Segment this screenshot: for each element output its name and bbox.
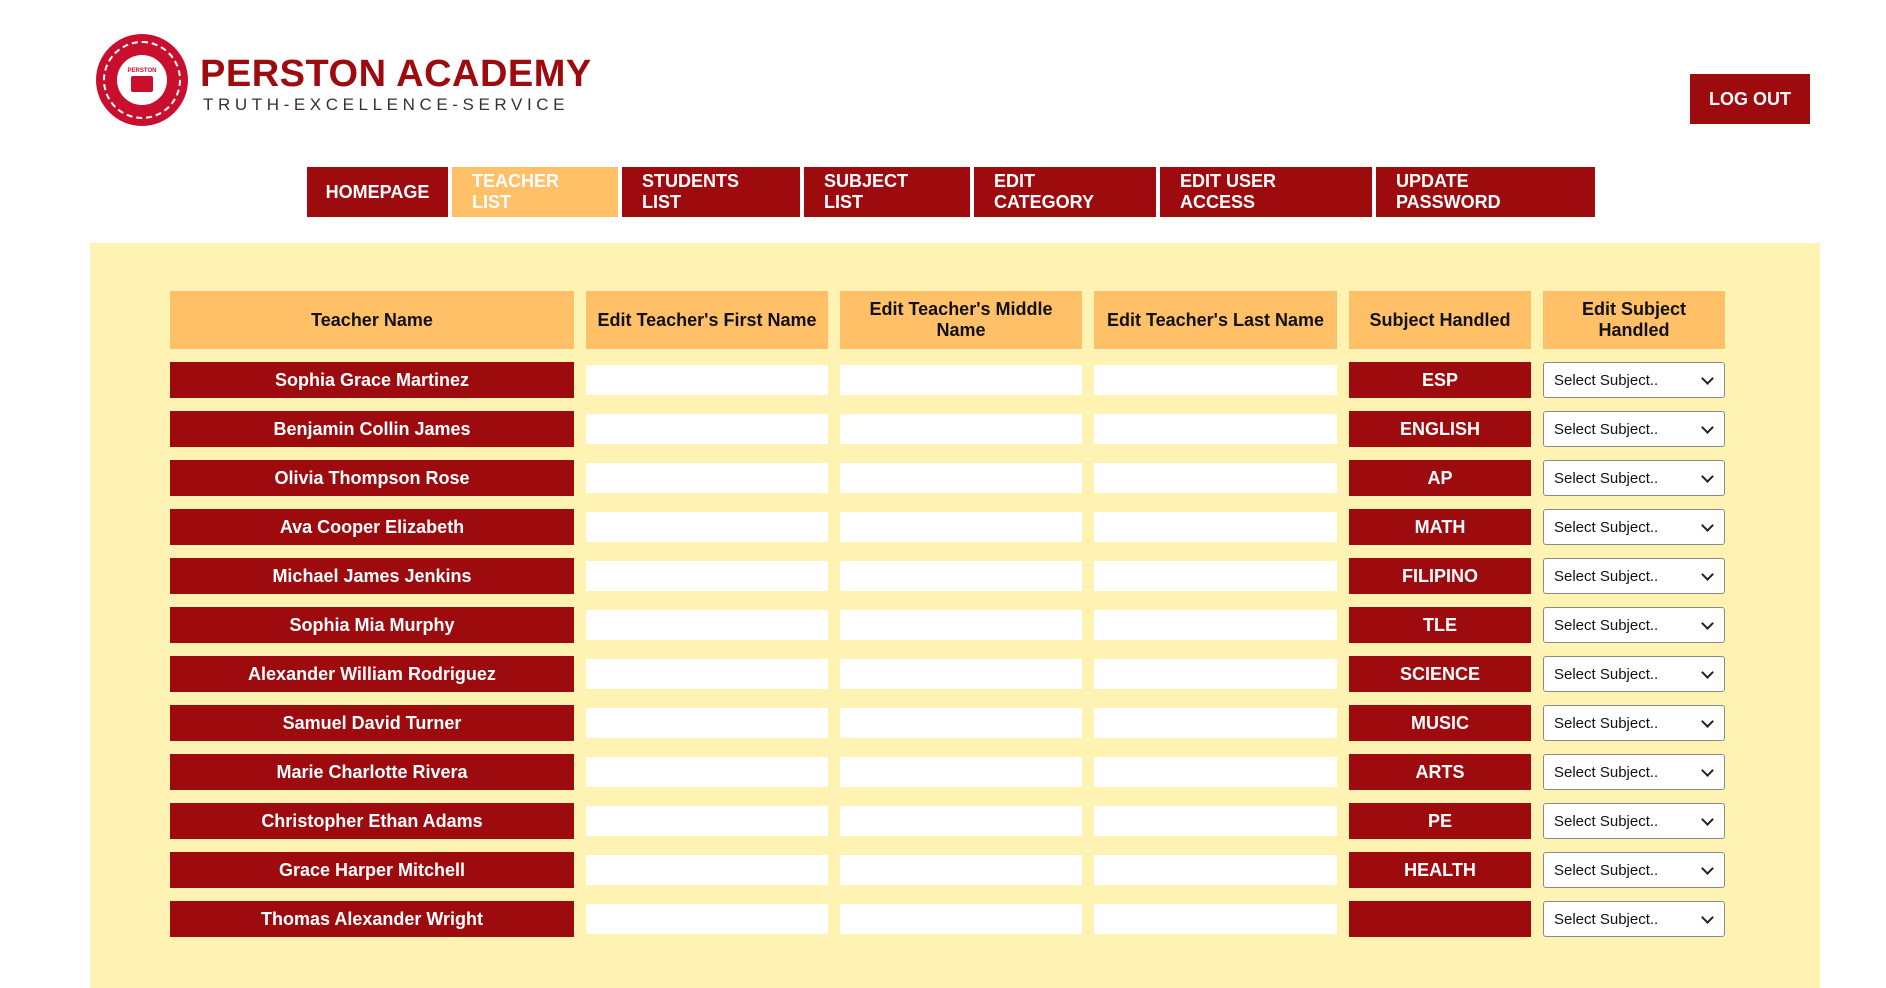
table-row: [170, 362, 1725, 398]
middle-name-input[interactable]: [840, 708, 1082, 738]
subject-handled-cell: HEALTH: [1349, 852, 1531, 888]
chevron-down-icon: [1701, 617, 1714, 630]
table-row: [170, 607, 1725, 643]
middle-name-input[interactable]: [840, 561, 1082, 591]
subject-select[interactable]: [1543, 411, 1725, 447]
nav-homepage[interactable]: HOMEPAGE: [307, 167, 448, 217]
middle-name-input[interactable]: [840, 904, 1082, 934]
teacher-name-cell: Thomas Alexander Wright: [170, 901, 574, 937]
nav-update-password[interactable]: UPDATE PASSWORD: [1376, 167, 1595, 217]
last-name-input[interactable]: [1094, 659, 1337, 689]
subject-handled-cell: [1349, 901, 1531, 937]
subject-select[interactable]: [1543, 607, 1725, 643]
subject-handled-cell: MUSIC: [1349, 705, 1531, 741]
main-nav: [307, 167, 1595, 217]
subject-select[interactable]: [1543, 656, 1725, 692]
subject-select[interactable]: [1543, 754, 1725, 790]
subject-handled-cell: FILIPINO: [1349, 558, 1531, 594]
subject-select[interactable]: [1543, 362, 1725, 398]
subject-select[interactable]: [1543, 558, 1725, 594]
header-edit-last-name: Edit Teacher's Last Name: [1094, 291, 1337, 349]
table-row: [170, 460, 1725, 496]
table-row: [170, 901, 1725, 937]
subject-handled-cell: PE: [1349, 803, 1531, 839]
chevron-down-icon: [1701, 372, 1714, 385]
chevron-down-icon: [1701, 764, 1714, 777]
last-name-input[interactable]: [1094, 855, 1337, 885]
first-name-input[interactable]: [586, 659, 828, 689]
first-name-input[interactable]: [586, 414, 828, 444]
last-name-input[interactable]: [1094, 512, 1337, 542]
subject-select-value: Select Subject..: [1554, 420, 1659, 438]
teacher-name-cell: Michael James Jenkins: [170, 558, 574, 594]
middle-name-input[interactable]: [840, 463, 1082, 493]
subject-select-value: Select Subject..: [1554, 763, 1659, 781]
subject-select-value: Select Subject..: [1554, 371, 1659, 389]
teacher-name-cell: Grace Harper Mitchell: [170, 852, 574, 888]
subject-handled-cell: ARTS: [1349, 754, 1531, 790]
subject-handled-cell: ESP: [1349, 362, 1531, 398]
subject-select-value: Select Subject..: [1554, 567, 1659, 585]
last-name-input[interactable]: [1094, 414, 1337, 444]
subject-select[interactable]: [1543, 803, 1725, 839]
table-header-row: [170, 291, 1725, 349]
first-name-input[interactable]: [586, 757, 828, 787]
teacher-name-cell: Ava Cooper Elizabeth: [170, 509, 574, 545]
teacher-list-panel: [90, 243, 1820, 988]
teacher-name-cell: Christopher Ethan Adams: [170, 803, 574, 839]
chevron-down-icon: [1701, 862, 1714, 875]
last-name-input[interactable]: [1094, 463, 1337, 493]
last-name-input[interactable]: [1094, 708, 1337, 738]
subject-select[interactable]: [1543, 509, 1725, 545]
header-subject-handled: Subject Handled: [1349, 291, 1531, 349]
subject-select[interactable]: [1543, 705, 1725, 741]
brand-tagline: TRUTH-EXCELLENCE-SERVICE: [203, 95, 570, 114]
logout-button[interactable]: LOG OUT: [1690, 74, 1810, 124]
subject-handled-cell: TLE: [1349, 607, 1531, 643]
chevron-down-icon: [1701, 421, 1714, 434]
subject-select[interactable]: [1543, 460, 1725, 496]
chevron-down-icon: [1701, 715, 1714, 728]
subject-select-value: Select Subject..: [1554, 714, 1659, 732]
nav-students-list[interactable]: STUDENTS LIST: [622, 167, 800, 217]
teacher-name-cell: Benjamin Collin James: [170, 411, 574, 447]
chevron-down-icon: [1701, 568, 1714, 581]
last-name-input[interactable]: [1094, 757, 1337, 787]
nav-edit-user-access[interactable]: EDIT USER ACCESS: [1160, 167, 1372, 217]
subject-select-value: Select Subject..: [1554, 812, 1659, 830]
subject-select[interactable]: [1543, 852, 1725, 888]
table-row: [170, 754, 1725, 790]
teacher-name-cell: Sophia Grace Martinez: [170, 362, 574, 398]
nav-teacher-list[interactable]: TEACHER LIST: [452, 167, 618, 217]
table-row: [170, 411, 1725, 447]
teacher-name-cell: Olivia Thompson Rose: [170, 460, 574, 496]
nav-edit-category[interactable]: EDIT CATEGORY: [974, 167, 1156, 217]
first-name-input[interactable]: [586, 904, 828, 934]
header-teacher-name: Teacher Name: [170, 291, 574, 349]
teacher-table: [158, 278, 1737, 950]
subject-handled-cell: MATH: [1349, 509, 1531, 545]
subject-select-value: Select Subject..: [1554, 665, 1659, 683]
last-name-input[interactable]: [1094, 561, 1337, 591]
middle-name-input[interactable]: [840, 610, 1082, 640]
table-row: [170, 509, 1725, 545]
table-row: [170, 558, 1725, 594]
middle-name-input[interactable]: [840, 806, 1082, 836]
middle-name-input[interactable]: [840, 414, 1082, 444]
subject-select-value: Select Subject..: [1554, 616, 1659, 634]
table-row: [170, 705, 1725, 741]
chevron-down-icon: [1701, 519, 1714, 532]
first-name-input[interactable]: [586, 806, 828, 836]
header-edit-subject: Edit Subject Handled: [1543, 291, 1725, 349]
first-name-input[interactable]: [586, 855, 828, 885]
nav-subject-list[interactable]: SUBJECT LIST: [804, 167, 970, 217]
middle-name-input[interactable]: [840, 757, 1082, 787]
teacher-rows: [170, 362, 1725, 937]
subject-select-value: Select Subject..: [1554, 861, 1659, 879]
last-name-input[interactable]: [1094, 806, 1337, 836]
header: [0, 0, 1886, 160]
header-edit-first-name: Edit Teacher's First Name: [586, 291, 828, 349]
subject-handled-cell: ENGLISH: [1349, 411, 1531, 447]
subject-handled-cell: AP: [1349, 460, 1531, 496]
logo-text: PERSTON: [127, 68, 157, 74]
subject-select-value: Select Subject..: [1554, 910, 1659, 928]
first-name-input[interactable]: [586, 610, 828, 640]
middle-name-input[interactable]: [840, 512, 1082, 542]
middle-name-input[interactable]: [840, 659, 1082, 689]
academy-logo-icon: [96, 34, 188, 126]
last-name-input[interactable]: [1094, 610, 1337, 640]
teacher-name-cell: Marie Charlotte Rivera: [170, 754, 574, 790]
first-name-input[interactable]: [586, 708, 828, 738]
brand-name: PERSTON ACADEMY: [200, 53, 592, 95]
table-row: [170, 803, 1725, 839]
last-name-input[interactable]: [1094, 365, 1337, 395]
first-name-input[interactable]: [586, 463, 828, 493]
subject-select-value: Select Subject..: [1554, 518, 1659, 536]
header-edit-middle-name: Edit Teacher's Middle Name: [840, 291, 1082, 349]
chevron-down-icon: [1701, 470, 1714, 483]
subject-select[interactable]: [1543, 901, 1725, 937]
subject-select-value: Select Subject..: [1554, 469, 1659, 487]
middle-name-input[interactable]: [840, 365, 1082, 395]
table-row: [170, 852, 1725, 888]
chevron-down-icon: [1701, 911, 1714, 924]
teacher-name-cell: Alexander William Rodriguez: [170, 656, 574, 692]
chevron-down-icon: [1701, 813, 1714, 826]
last-name-input[interactable]: [1094, 904, 1337, 934]
first-name-input[interactable]: [586, 365, 828, 395]
middle-name-input[interactable]: [840, 855, 1082, 885]
teacher-name-cell: Samuel David Turner: [170, 705, 574, 741]
table-row: [170, 656, 1725, 692]
first-name-input[interactable]: [586, 512, 828, 542]
subject-handled-cell: SCIENCE: [1349, 656, 1531, 692]
first-name-input[interactable]: [586, 561, 828, 591]
chevron-down-icon: [1701, 666, 1714, 679]
teacher-name-cell: Sophia Mia Murphy: [170, 607, 574, 643]
